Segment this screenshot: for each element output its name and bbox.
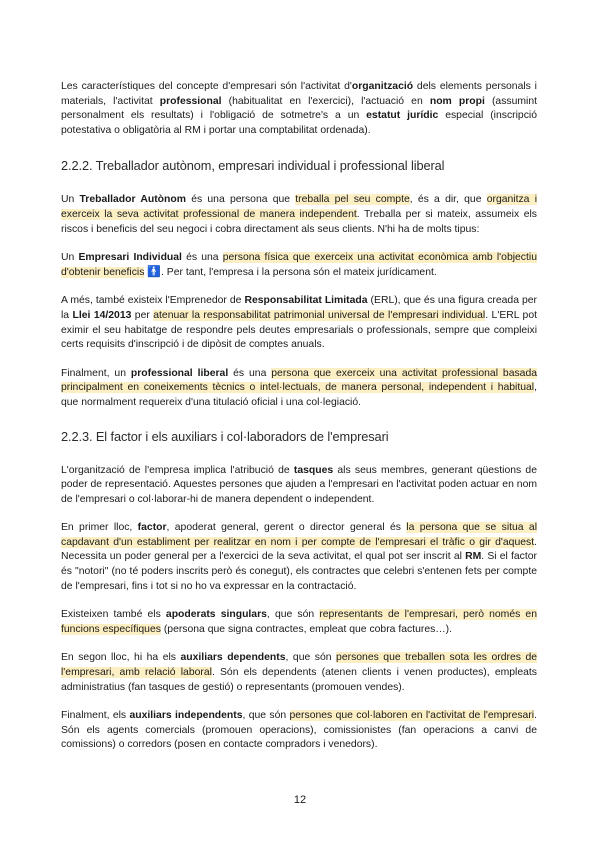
person-icon: 🚹 xyxy=(147,265,162,278)
paragraph-auxiliars-independents: Finalment, els auxiliars independents, que són persones que col·laboren en l'activitat de l'empresari. Són els agents comercials (promouen operacions), comissionistes (fan operacions a canvi de comissions) o corredors (posen en contacte compradors i venedors). xyxy=(61,710,537,751)
highlight: treballa pel seu compte xyxy=(295,194,410,206)
paragraph-auxiliars-dependents: En segon lloc, hi ha els auxiliars dependents, que són persones que treballen sota les ordres de l'empresari, amb relació laboral. Són els dependents (atenen clients i venen productes), empleats administratius (fan tasques de gestió) o representants (promouen vendes). xyxy=(61,652,538,693)
section-heading-2-2-2: 2.2.2. Treballador autònom, empresari individual i professional liberal xyxy=(61,158,445,174)
highlight: representants de l'empresari, però només en funcions específiques xyxy=(61,609,537,635)
highlight: la persona que se situa al capdavant d'un establiment per realitzar en nom i per compte de l'empresari el tràfic o gir d'aquest xyxy=(61,522,538,548)
highlight: persones que treballen sota les ordres de l'empresari, amb relació laboral xyxy=(61,652,538,679)
paragraph-concept-empresari: Les característiques del concepte d'empresari són l'activitat d'organització dels elements personals i materials, l'activitat professional (habitualitat en l'exercici), l'actuació en nom propi (assumint personalment els resultats) i l'obligació de sotmetre's a un estatut jurídic especial (inscripció potestativa o obligatòria al RM i portar una comptabilitat ordenada). xyxy=(61,81,537,136)
paragraph-professional-liberal: Finalment, un professional liberal és una persona que exerceix una activitat professional basada principalment en coneixements tècnics o intel·lectuals, de manera personal, independent i habitual, que normalment requereix d'una titulació oficial i una col·legiació. xyxy=(61,367,538,408)
paragraph-empresari-individual: Un Empresari Individual és una persona física que exerceix una activitat econòmica amb l'objectiu d'obtenir beneficis 🚹. Per tant, l'empresa i la persona són el mateix jurídicament. xyxy=(61,252,537,278)
page-number: 12 xyxy=(293,794,307,806)
document-page xyxy=(61,80,537,753)
paragraph-apoderats-singulars: Existeixen també els apoderats singulars, que són representants de l'empresari, però només en funcions específiques (persona que signa contractes, empleat que cobra factures…). xyxy=(61,609,537,635)
paragraph-treballador-autonom: Un Treballador Autònom és una persona que treballa pel seu compte, és a dir, que organitza i exerceix la seva activitat professional de manera independent. Treballa per si mateix, assumeix els riscos i beneficis del seu negoci i cobra directament als seus clients. N'hi ha de molts tipus: xyxy=(61,194,537,235)
highlight: atenuar la responsabilitat patrimonial universal de l'empresari individual xyxy=(153,309,486,321)
paragraph-organitzacio: L'organització de l'empresa implica l'atribució de tasques als seus membres, generant qüestions de poder de representació. Aquestes persones que ajuden a l'empresari en l'activitat poden actuar en nom de l'empresari o col·laborar-hi de manera dependent o independent. xyxy=(61,464,537,505)
highlight: persona que exerceix una activitat professional basada principalment en coneixements tècnics o intel·lectuals, de manera personal, independent i habitual xyxy=(61,367,538,394)
highlight: persones que col·laboren en l'activitat de l'empresari xyxy=(289,710,535,722)
paragraph-erl: A més, també existeix l'Emprenedor de Responsabilitat Limitada (ERL), que és una figura creada per la Llei 14/2013 per atenuar la responsabilitat patrimonial universal de l'empresari individual. L'ERL pot eximir el seu habitatge de respondre pels deutes empresarials o professionals, sempre que compleixi certs requisits d'inscripció i de dipòsit de comptes anuals. xyxy=(61,295,538,351)
section-heading-2-2-3: 2.2.3. El factor i els auxiliars i col·laboradors de l'empresari xyxy=(61,428,389,444)
highlight: organitza i exerceix la seva activitat professional de manera independent xyxy=(61,194,537,220)
paragraph-factor: En primer lloc, factor, apoderat general, gerent o director general és la persona que se situa al capdavant d'un establiment per realitzar en nom i per compte de l'empresari el tràfic o gir d'aquest. Necessita un poder general per a l'exercici de la seva activitat, el qual pot ser inscrit al RM. Si el factor és "notori" (no té poders inscrits però és conegut), els contractes que celebri s'entenen fets per compte de l'empresari, fins i tot si no ho va expressar en la contractació. xyxy=(61,522,538,592)
highlight: persona física que exerceix una activitat econòmica amb l'objectiu d'obtenir beneficis xyxy=(61,252,537,278)
